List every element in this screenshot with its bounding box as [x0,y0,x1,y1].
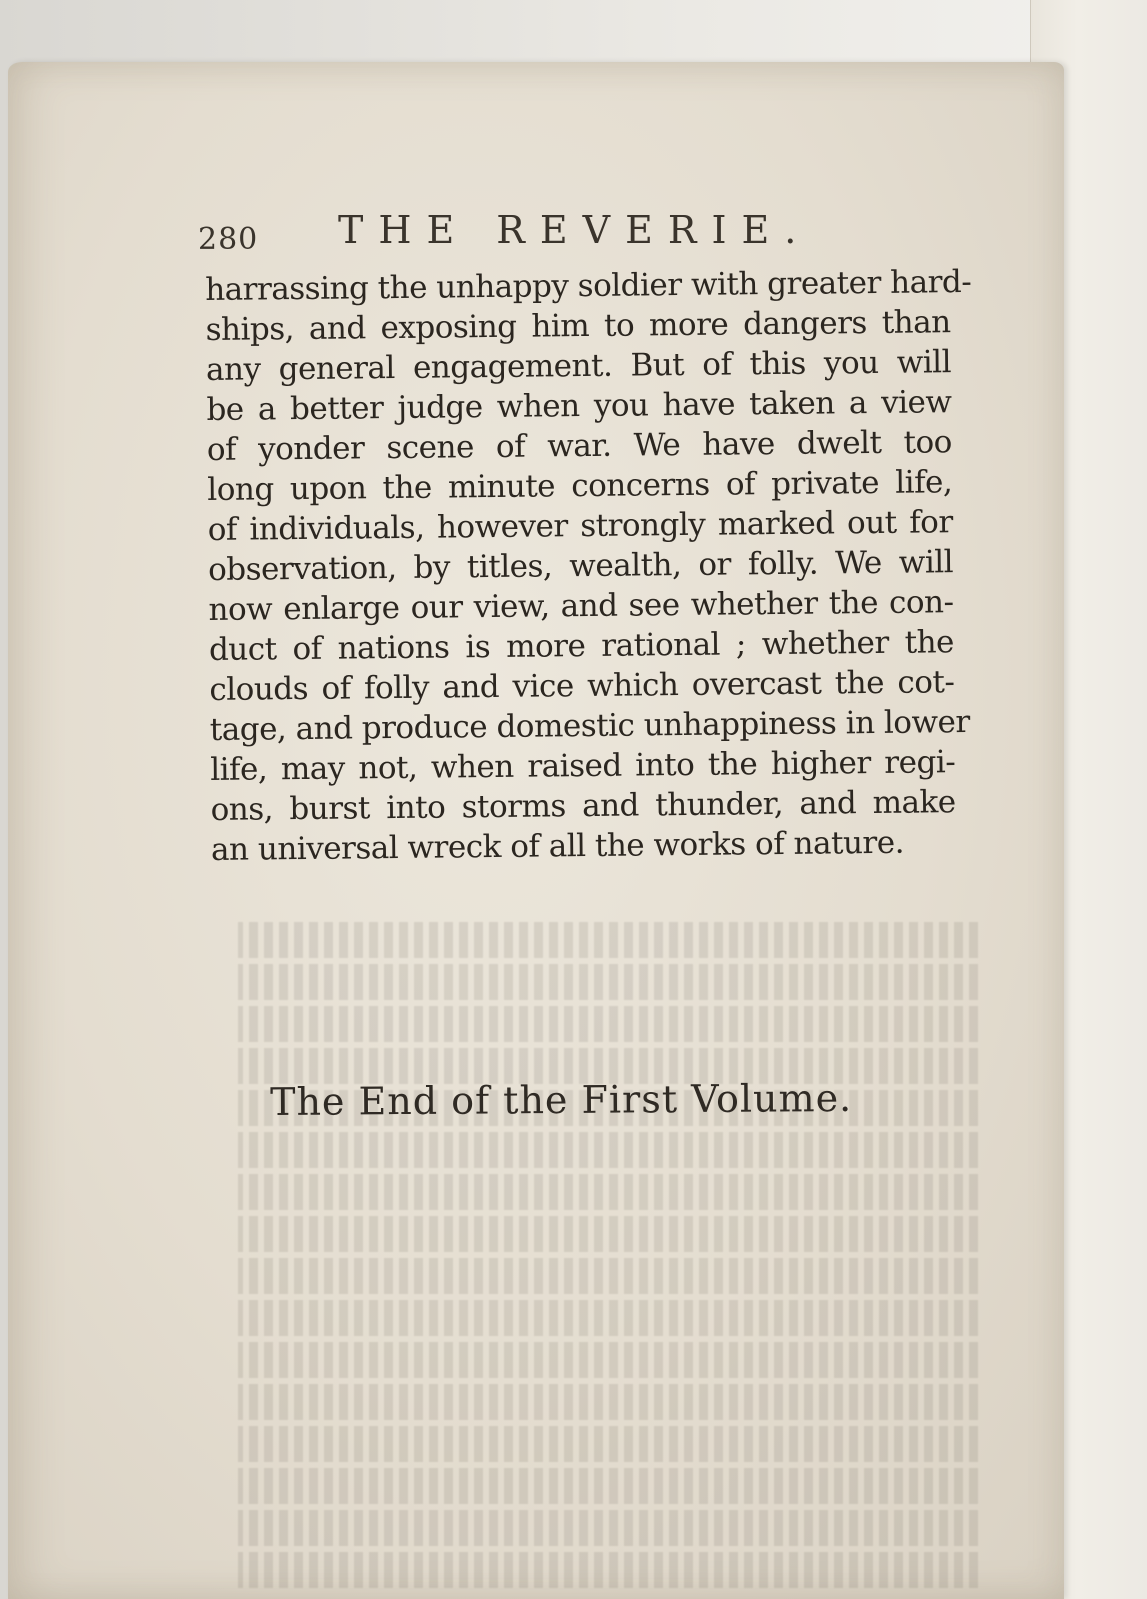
text-line: tage, and produce domestic unhappiness in lower [209,704,970,748]
text-line: life, may not, when raised into the higher regi- [210,744,956,788]
text-line: be a better judge when you have taken a view [206,384,952,428]
page-number: 280 [198,222,259,257]
running-head [198,208,838,258]
text-line: of yonder scene of war. We have dwelt too [206,424,953,468]
text-line: an universal wreck of all the works of nature. [210,824,905,868]
text-line: ons, burst into storms and thunder, and make [210,784,956,828]
text-line: now enlarge our view, and see whether the con- [208,584,954,628]
text-line: any general engagement. But of this you will [205,344,952,388]
end-note-word: First [581,1077,679,1122]
reverse-side-show-through [238,922,978,1599]
running-title: THE REVERIE. [338,208,812,252]
end-note-word: End [358,1078,439,1124]
end-note-word: of the [451,1077,569,1123]
text-line: of individuals, however strongly marked out for [207,504,953,548]
text-line: observation, by titles, wealth, or folly. We will [207,544,954,588]
end-note-word: The [270,1079,346,1124]
text-line: duct of nations is more rational ; whether the [208,624,955,668]
end-note-word: Volume. [690,1075,853,1122]
end-of-volume-note [270,1076,852,1124]
text-line: clouds of folly and vice which overcast the cot- [209,664,955,708]
body-text [205,262,972,870]
text-line: harrassing the unhappy soldier with greater hard- [205,263,972,308]
text-line: ships, and exposing him to more dangers than [205,304,951,348]
text-line: long upon the minute concerns of private life, [207,464,953,508]
